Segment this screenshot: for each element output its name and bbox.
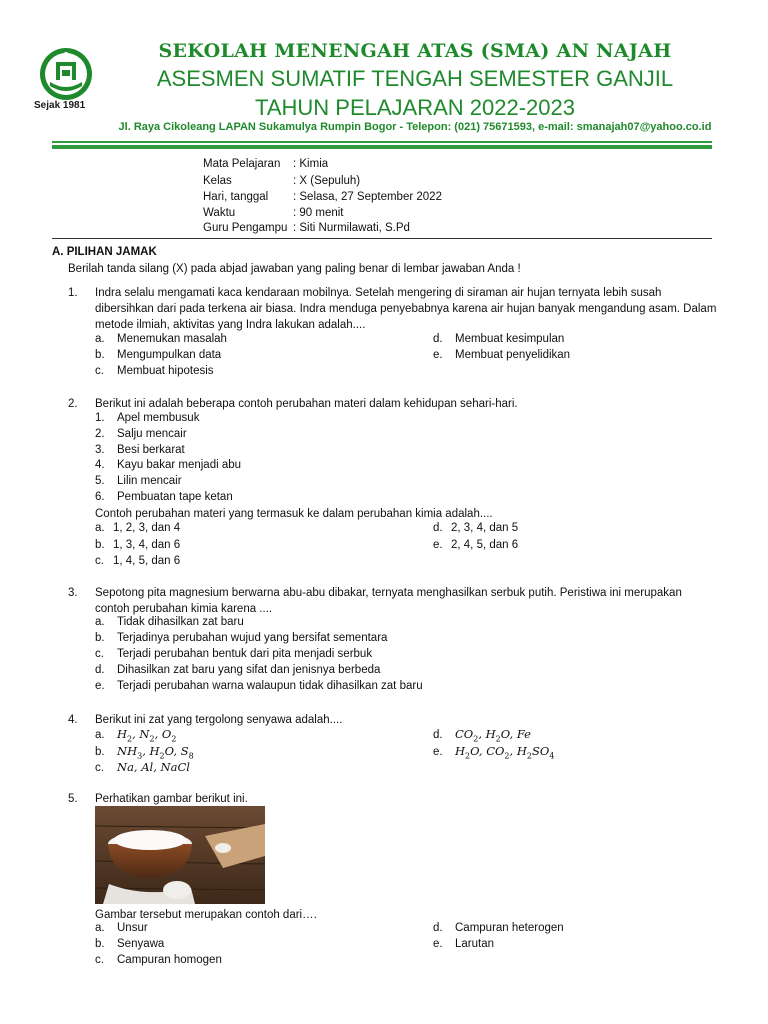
option-a: a. Tidak dihasilkan zat baru [95,616,244,628]
formula: $H_2$, $N_2$, $O_2$ [117,727,177,744]
option-a: a. 1, 2, 3, dan 4 [95,522,181,534]
info-label: Mata Pelajaran [203,158,281,170]
option-a: a. $H_2$, $N_2$, $O_2$ [95,727,177,744]
option-a: a. Menemukan masalah [95,333,227,345]
question-text: Indra selalu mengamati kaca kendaraan mobilnya. Setelah mengering di siraman air hujan ternyata lebih susah [95,287,662,299]
formula: $NH_3$, $H_2O$, $S_8$ [117,744,194,761]
info-value: : Siti Nurmilawati, S.Pd [293,222,410,234]
option-b: b. Terjadinya perubahan wujud yang bersifat sementara [95,632,388,644]
logo-caption: Sejak 1981 [34,100,86,111]
option-d: d. Campuran heterogen [433,922,564,934]
info-value: : Selasa, 27 September 2022 [293,191,442,203]
header-divider-top [52,141,712,143]
section-instruction: Berilah tanda silang (X) pada abjad jawaban yang paling benar di lembar jawaban Anda ! [68,263,521,275]
option-e: e. Terjadi perubahan warna walaupun tidak dihasilkan zat baru [95,680,423,692]
question-text: Contoh perubahan materi yang termasuk ke dalam perubahan kimia adalah.... [95,508,493,520]
option-c: c. Campuran homogen [95,954,222,966]
info-label: Waktu [203,207,236,219]
list-item: 1. Apel membusuk [95,412,200,424]
question-number: 4. [68,714,78,726]
option-c: c. Na, Al, NaCl [95,760,190,774]
academic-year: TAHUN PELAJARAN 2022-2023 [255,95,575,120]
question-text: contoh perubahan kimia karena .... [95,603,273,615]
question-text: Berikut ini adalah beberapa contoh perubahan materi dalam kehidupan sehari-hari. [95,398,518,410]
option-d: d. $CO_2$, $H_2O$, Fe [433,727,531,744]
option-b: b. Senyawa [95,938,165,950]
question-number: 5. [68,793,78,805]
option-b: b. Mengumpulkan data [95,349,222,361]
info-label: Hari, tanggal [203,191,269,203]
option-e: e. Membuat penyelidikan [433,349,571,361]
school-address: Jl. Raya Cikoleang LAPAN Sukamulya Rumpin Bogor - Telepon: (021) 75671593, e-mail: smanajah07@yahoo.co.id [118,121,712,133]
section-title: A. PILIHAN JAMAK [52,246,157,258]
header-divider-bottom [52,145,712,149]
option-c: c. Terjadi perubahan bentuk dari pita menjadi serbuk [95,648,373,660]
formula: Na, Al, NaCl [117,760,190,774]
info-value: : 90 menit [293,207,344,219]
option-b: b. 1, 3, 4, dan 6 [95,539,181,551]
school-logo-icon [36,46,96,102]
option-e: e. $H_2O$, $CO_2$, $H_2SO_4$ [433,744,555,761]
formula: $CO_2$, $H_2O$, Fe [455,727,531,744]
question-number: 1. [68,287,78,299]
info-label: Kelas [203,175,232,187]
question-text: Gambar tersebut merupakan contoh dari…. [95,909,317,921]
question-text: Sepotong pita magnesium berwarna abu-abu dibakar, ternyata menghasilkan serbuk putih. Peristiwa ini merupakan [95,587,682,599]
question-text: Perhatikan gambar berikut ini. [95,793,248,805]
list-item: 6. Pembuatan tape ketan [95,491,233,503]
option-d: d. 2, 3, 4, dan 5 [433,522,519,534]
question-number: 2. [68,398,78,410]
info-divider [52,238,712,239]
info-value: : X (Sepuluh) [293,175,361,187]
question-text: Berikut ini zat yang tergolong senyawa adalah.... [95,714,343,726]
option-b: b. $NH_3$, $H_2O$, $S_8$ [95,744,194,761]
option-c: c. 1, 4, 5, dan 6 [95,555,181,567]
option-e: e. Larutan [433,938,495,950]
list-item: 5. Lilin mencair [95,475,182,487]
option-a: a. Unsur [95,922,148,934]
list-item: 4. Kayu bakar menjadi abu [95,459,242,471]
question-number: 3. [68,587,78,599]
list-item: 3. Besi berkarat [95,444,185,456]
formula: $H_2O$, $CO_2$, $H_2SO_4$ [455,744,555,761]
school-name: SEKOLAH MENENGAH ATAS (SMA) AN NAJAH [158,40,672,62]
question-text: metode ilmiah, aktivitas yang Indra lakukan adalah.... [95,319,366,331]
list-item: 2. Salju mencair [95,428,187,440]
salt-bowl-image [95,806,265,904]
option-d: d. Dihasilkan zat baru yang sifat dan jenisnya berbeda [95,664,381,676]
option-d: d. Membuat kesimpulan [433,333,565,345]
exam-title: ASESMEN SUMATIF TENGAH SEMESTER GANJIL [156,66,674,91]
info-label: Guru Pengampu [203,222,288,234]
option-e: e. 2, 4, 5, dan 6 [433,539,519,551]
question-text: dibersihkan dari pada terkena air biasa. Indra menduga penyebabnya karena air hujan banyak mengandung asam. Dalam [95,303,717,315]
info-value: : Kimia [293,158,329,170]
option-c: c. Membuat hipotesis [95,365,214,377]
